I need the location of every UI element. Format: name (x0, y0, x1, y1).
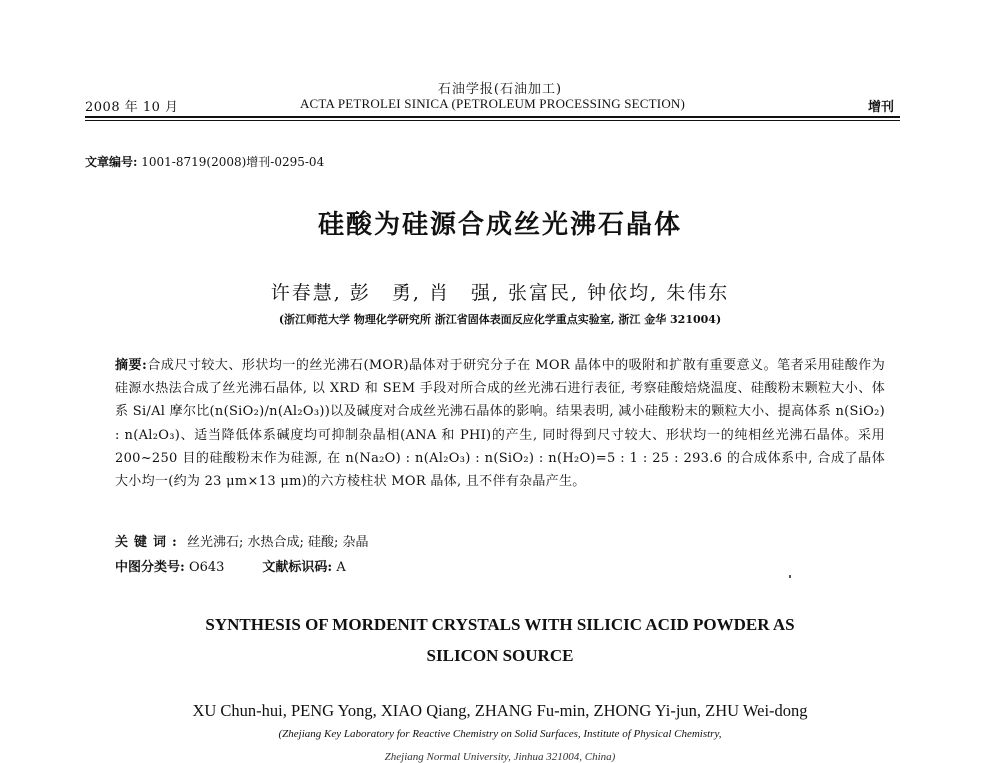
authors-cn: 许春慧, 彭 勇, 肖 强, 张富民, 钟依均, 朱伟东 (270, 282, 730, 304)
journal-name-cn: 石油学报(石油加工) (437, 82, 563, 97)
issue-label: 增刊 (867, 100, 894, 115)
keywords-label: 关键词: (115, 535, 183, 550)
affiliation-cn: (浙江师范大学 物理化学研究所 浙江省固体表面反应化学重点实验室, 浙江 金华 321004) (278, 313, 722, 326)
running-header (85, 96, 900, 114)
header-rule-thin (85, 120, 900, 121)
title-en-line-2: SILICON SOURCE (426, 646, 574, 665)
abstract-cn (115, 354, 885, 493)
header-rule-thick (85, 116, 900, 118)
title-en (100, 609, 900, 671)
article-number-label: 文章编号: (85, 155, 138, 169)
document-code-label: 文献标识码: (262, 560, 333, 575)
abstract-text: 合成尺寸较大、形状均一的丝光沸石(MOR)晶体对于研究分子在 MOR 晶体中的吸附和扩散有重要意义。笔者采用硅酸作为硅源水热法合成了丝光沸石晶体, 以 XRD 和 SEM 手段对所合成的丝光沸石进行表征, 考察硅酸焙烧温度、硅酸粉末颗粒大小、体系 Si/Al 摩尔比(n(SiO₂)/n(Al₂O₃))以及碱度对合成丝光沸石晶体的影响。结果表明, 减小硅酸粉末的颗粒大小、提高体系 n(SiO₂) : n(Al₂O₃)、适当降低体系碱度均可抑制杂晶相(ANA 和 PHI)的产生, 同时得到尺寸较大、形状均一的纯相丝光沸石晶体。采用 200~250 目的硅酸粉末作为硅源, 在 n(Na₂O) : n(Al₂O₃) : n(SiO₂) : n(H₂O)=5 : 1 : 25 : 293.6 的合成体系中, 合成了晶体大小均一(约为 23 μm×13 μm)的六方棱柱状 MOR 晶体, 且不伴有杂晶产生。 (115, 358, 886, 490)
article-number-value: 1001-8719(2008)增刊-0295-04 (137, 155, 325, 169)
classification-label: 中图分类号: (115, 560, 185, 575)
keywords-cn (115, 531, 885, 550)
classification-line (115, 556, 885, 575)
keywords-text: 丝光沸石; 水热合成; 硅酸; 杂晶 (182, 535, 369, 550)
title-cn: 硅酸为硅源合成丝光沸石晶体 (317, 210, 682, 240)
authors-en: XU Chun-hui, PENG Yong, XIAO Qiang, ZHANG Fu-min, ZHONG Yi-jun, ZHU Wei-dong (192, 701, 808, 720)
affiliation-en-line-1: (Zhejiang Key Laboratory for Reactive Chemistry on Solid Surfaces, Institute of Physical Chemistry, (278, 728, 722, 740)
article-number (85, 153, 324, 170)
journal-name-en: ACTA PETROLEI SINICA (PETROLEUM PROCESSING SECTION) (299, 96, 686, 111)
scan-speck (789, 575, 791, 578)
document-code-value: A (332, 560, 346, 575)
classification-value: O643 (184, 560, 225, 575)
abstract-label: 摘要: (115, 358, 148, 373)
affiliation-en-line-2: Zhejiang Normal University, Jinhua 321004, China) (384, 751, 616, 763)
title-en-line-1: SYNTHESIS OF MORDENIT CRYSTALS WITH SILICIC ACID POWDER AS (205, 615, 795, 634)
issue-date: 2008 年 10 月 (85, 100, 179, 115)
